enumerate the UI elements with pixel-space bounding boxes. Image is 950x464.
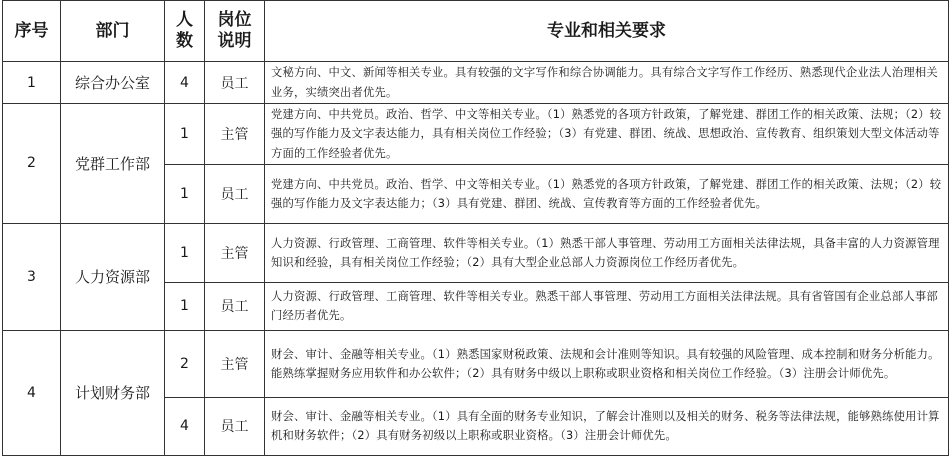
position-cell: 员工 xyxy=(205,397,265,455)
header-seq: 序号 xyxy=(3,1,61,62)
requirements-cell: 财会、审计、金融等相关专业。（1）具有全面的财务专业知识，了解会计准则以及相关的财务、税务等法律法规，能够熟练使用计算机和财务软件；（2）具有财务初级以上职称或职业资格。（3）注册会计师优先。 xyxy=(265,397,949,455)
count-cell: 1 xyxy=(165,282,205,330)
position-cell: 主管 xyxy=(205,223,265,282)
requirements-cell: 人力资源、行政管理、工商管理、软件等相关专业。（1）熟悉干部人事管理、劳动用工方面相关法律法规，具备丰富的人力资源管理知识和经验，具有相关岗位工作经验；（2）具有大型企业总部人力资源岗位工作经历者优先。 xyxy=(265,223,949,282)
count-cell: 4 xyxy=(165,62,205,104)
dept-cell: 人力资源部 xyxy=(61,223,165,330)
dept-cell: 计划财务部 xyxy=(61,330,165,455)
header-position xyxy=(205,1,265,62)
header-count xyxy=(165,1,205,62)
requirements-cell: 人力资源、行政管理、工商管理、软件等相关专业。熟悉干部人事管理、劳动用工方面相关法律法规。具有省管国有企业总部人事部门经历者优先。 xyxy=(265,282,949,330)
recruitment-table xyxy=(2,0,949,456)
header-count-line2: 数 xyxy=(176,31,193,51)
table-row xyxy=(3,104,949,165)
header-requirements: 专业和相关要求 xyxy=(265,1,949,62)
header-dept: 部门 xyxy=(61,1,165,62)
requirements-cell: 财会、审计、金融等相关专业。（1）熟悉国家财税政策、法规和会计准则等知识。具有较强的风险管理、成本控制和财务分析能力。能熟练掌握财务应用软件和办公软件；（2）具有财务中级以上职称或职业资格和相关岗位工作经验。（3）注册会计师优先。 xyxy=(265,330,949,397)
position-cell: 主管 xyxy=(205,330,265,397)
seq-cell: 4 xyxy=(3,330,61,455)
header-count-line1: 人 xyxy=(176,10,193,30)
position-cell: 员工 xyxy=(205,62,265,104)
header-position-line2: 说明 xyxy=(217,31,252,51)
count-cell: 1 xyxy=(165,223,205,282)
dept-cell: 综合办公室 xyxy=(61,62,165,104)
seq-cell: 1 xyxy=(3,62,61,104)
count-cell: 4 xyxy=(165,397,205,455)
position-cell: 员工 xyxy=(205,282,265,330)
count-cell: 2 xyxy=(165,330,205,397)
table-row xyxy=(3,62,949,104)
position-cell: 主管 xyxy=(205,104,265,165)
seq-cell: 2 xyxy=(3,104,61,224)
header-row xyxy=(3,1,949,62)
count-cell: 1 xyxy=(165,104,205,165)
table-row xyxy=(3,330,949,397)
table-row xyxy=(3,223,949,282)
requirements-cell: 文秘方向、中文、新闻等相关专业。具有较强的文字写作和综合协调能力。具有综合文字写作工作经历、熟悉现代企业法人治理相关业务，实绩突出者优先。 xyxy=(265,62,949,104)
position-cell: 员工 xyxy=(205,164,265,223)
header-position-line1: 岗位 xyxy=(217,10,252,30)
count-cell: 1 xyxy=(165,164,205,223)
seq-cell: 3 xyxy=(3,223,61,330)
requirements-cell: 党建方向、中共党员。政治、哲学、中文等相关专业。（1）熟悉党的各项方针政策，了解党建、群团工作的相关政策、法规；（2）较强的写作能力及文字表达能力，具有相关岗位工作经验；（3）有党建、群团、统战、思想政治、宣传教育、组织策划大型文体活动等方面的工作经验者优先。 xyxy=(265,104,949,165)
requirements-cell: 党建方向、中共党员。政治、哲学、中文等相关专业。（1）熟悉党的各项方针政策，了解党建、群团工作的相关政策、法规；（2）较强的写作能力及文字表达能力；（3）具有党建、群团、统战、宣传教育等方面的工作经验者优先。 xyxy=(265,164,949,223)
dept-cell: 党群工作部 xyxy=(61,104,165,224)
